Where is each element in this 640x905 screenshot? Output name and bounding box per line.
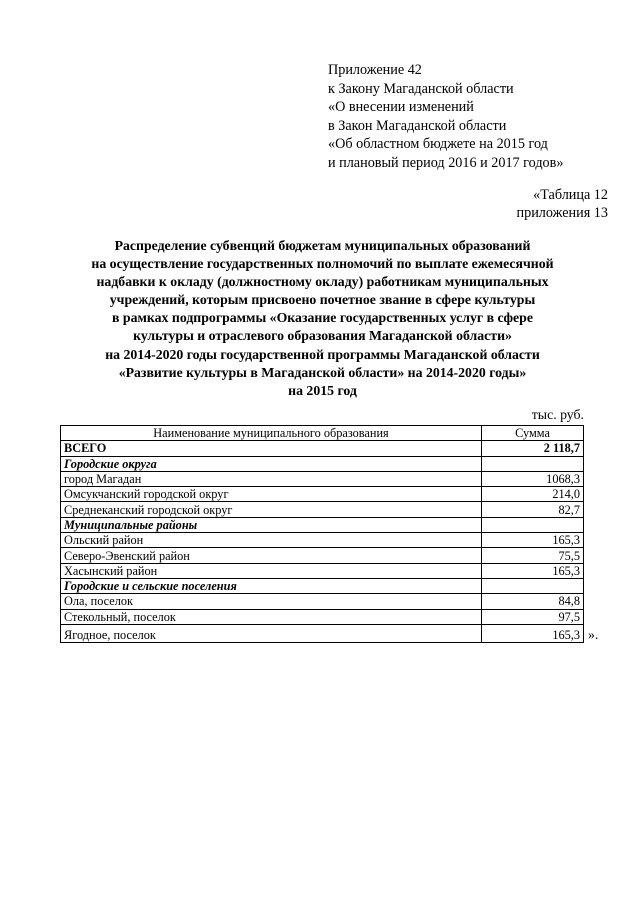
sum-cell: 165,3 — [482, 624, 584, 642]
sum-cell — [482, 517, 584, 532]
units-label: тыс. руб. — [531, 407, 584, 422]
title-line: на 2014-2020 годы государственной программы Магаданской области — [105, 346, 540, 362]
sum-cell: 165,3 — [482, 563, 584, 578]
title-line: Распределение субвенций бюджетам муниципальных образований — [114, 238, 531, 253]
table-row — [61, 487, 584, 502]
sum-cell: 84,8 — [482, 594, 584, 609]
table-row — [61, 471, 584, 486]
group-row — [61, 517, 584, 532]
title-line: учреждений, которым присвоено почетное звание в сфере культуры — [109, 292, 536, 308]
table-row — [61, 502, 584, 517]
title-line: в рамках подпрограммы «Оказание государственных услуг в сфере — [112, 310, 533, 326]
total-row — [61, 441, 584, 456]
municipality-name: Среднеканский городской округ — [61, 502, 482, 517]
closing-quote: ». — [588, 627, 599, 642]
table-ref-line: «Таблица 12 — [533, 187, 608, 203]
group-name: Городские и сельские поселения — [61, 578, 482, 593]
table-row — [61, 548, 584, 563]
appendix-line: и плановый период 2016 и 2017 годов» — [328, 154, 564, 171]
appendix-header — [328, 61, 563, 173]
sum-cell: 75,5 — [482, 548, 584, 563]
header-name: Наименование муниципального образования — [61, 426, 482, 441]
appendix-line: «О внесении изменений — [328, 99, 474, 116]
municipality-name: Северо-Эвенский район — [61, 548, 482, 563]
municipality-name: Стекольный, поселок — [61, 609, 482, 624]
group-row — [61, 456, 584, 471]
title-line: на 2015 год — [288, 382, 357, 398]
title-line: на осуществление государственных полномочий по выплате ежемесячной — [91, 256, 554, 272]
table-header-row — [61, 426, 584, 441]
table-row — [61, 533, 584, 548]
sum-cell: 1068,3 — [482, 471, 584, 486]
header-sum: Сумма — [482, 426, 584, 441]
municipality-name: город Магадан — [61, 471, 482, 486]
appendix-line: «Об областном бюджете на 2015 год — [328, 136, 548, 153]
table-ref-line: приложения 13 — [516, 205, 608, 221]
sum-cell: 97,5 — [482, 609, 584, 624]
group-name: Муниципальные районы — [61, 517, 482, 532]
group-row — [61, 578, 584, 593]
group-name: Городские округа — [61, 456, 482, 471]
sum-cell — [482, 456, 584, 471]
municipality-name: Хасынский район — [61, 563, 482, 578]
table-reference — [517, 186, 608, 222]
title-line: надбавки к окладу (должностному окладу) работникам муниципальных — [96, 274, 549, 290]
table-row — [61, 609, 584, 624]
sum-cell: 165,3 — [482, 533, 584, 548]
total-name: ВСЕГО — [61, 441, 482, 456]
title-line: «Развитие культуры в Магаданской области» на 2014-2020 годы» — [118, 364, 527, 380]
document-title — [40, 237, 605, 400]
municipality-name: Ола, поселок — [61, 594, 482, 609]
municipality-name: Ольский район — [61, 533, 482, 548]
appendix-line: в Закон Магаданской области — [328, 117, 507, 134]
sum-cell — [482, 578, 584, 593]
table-row — [61, 594, 584, 609]
municipality-name: Омсукчанский городской округ — [61, 487, 482, 502]
table-row — [61, 624, 584, 642]
appendix-line: к Закону Магаданской области — [328, 80, 514, 97]
municipality-name: Ягодное, поселок — [61, 624, 482, 642]
total-sum: 2 118,7 — [482, 441, 584, 456]
sum-cell: 214,0 — [482, 487, 584, 502]
table-row — [61, 563, 584, 578]
appendix-line: Приложение 42 — [328, 62, 422, 78]
title-line: культуры и отраслевого образования Магаданской области» — [133, 328, 512, 344]
subvention-table — [60, 425, 584, 643]
sum-cell: 82,7 — [482, 502, 584, 517]
